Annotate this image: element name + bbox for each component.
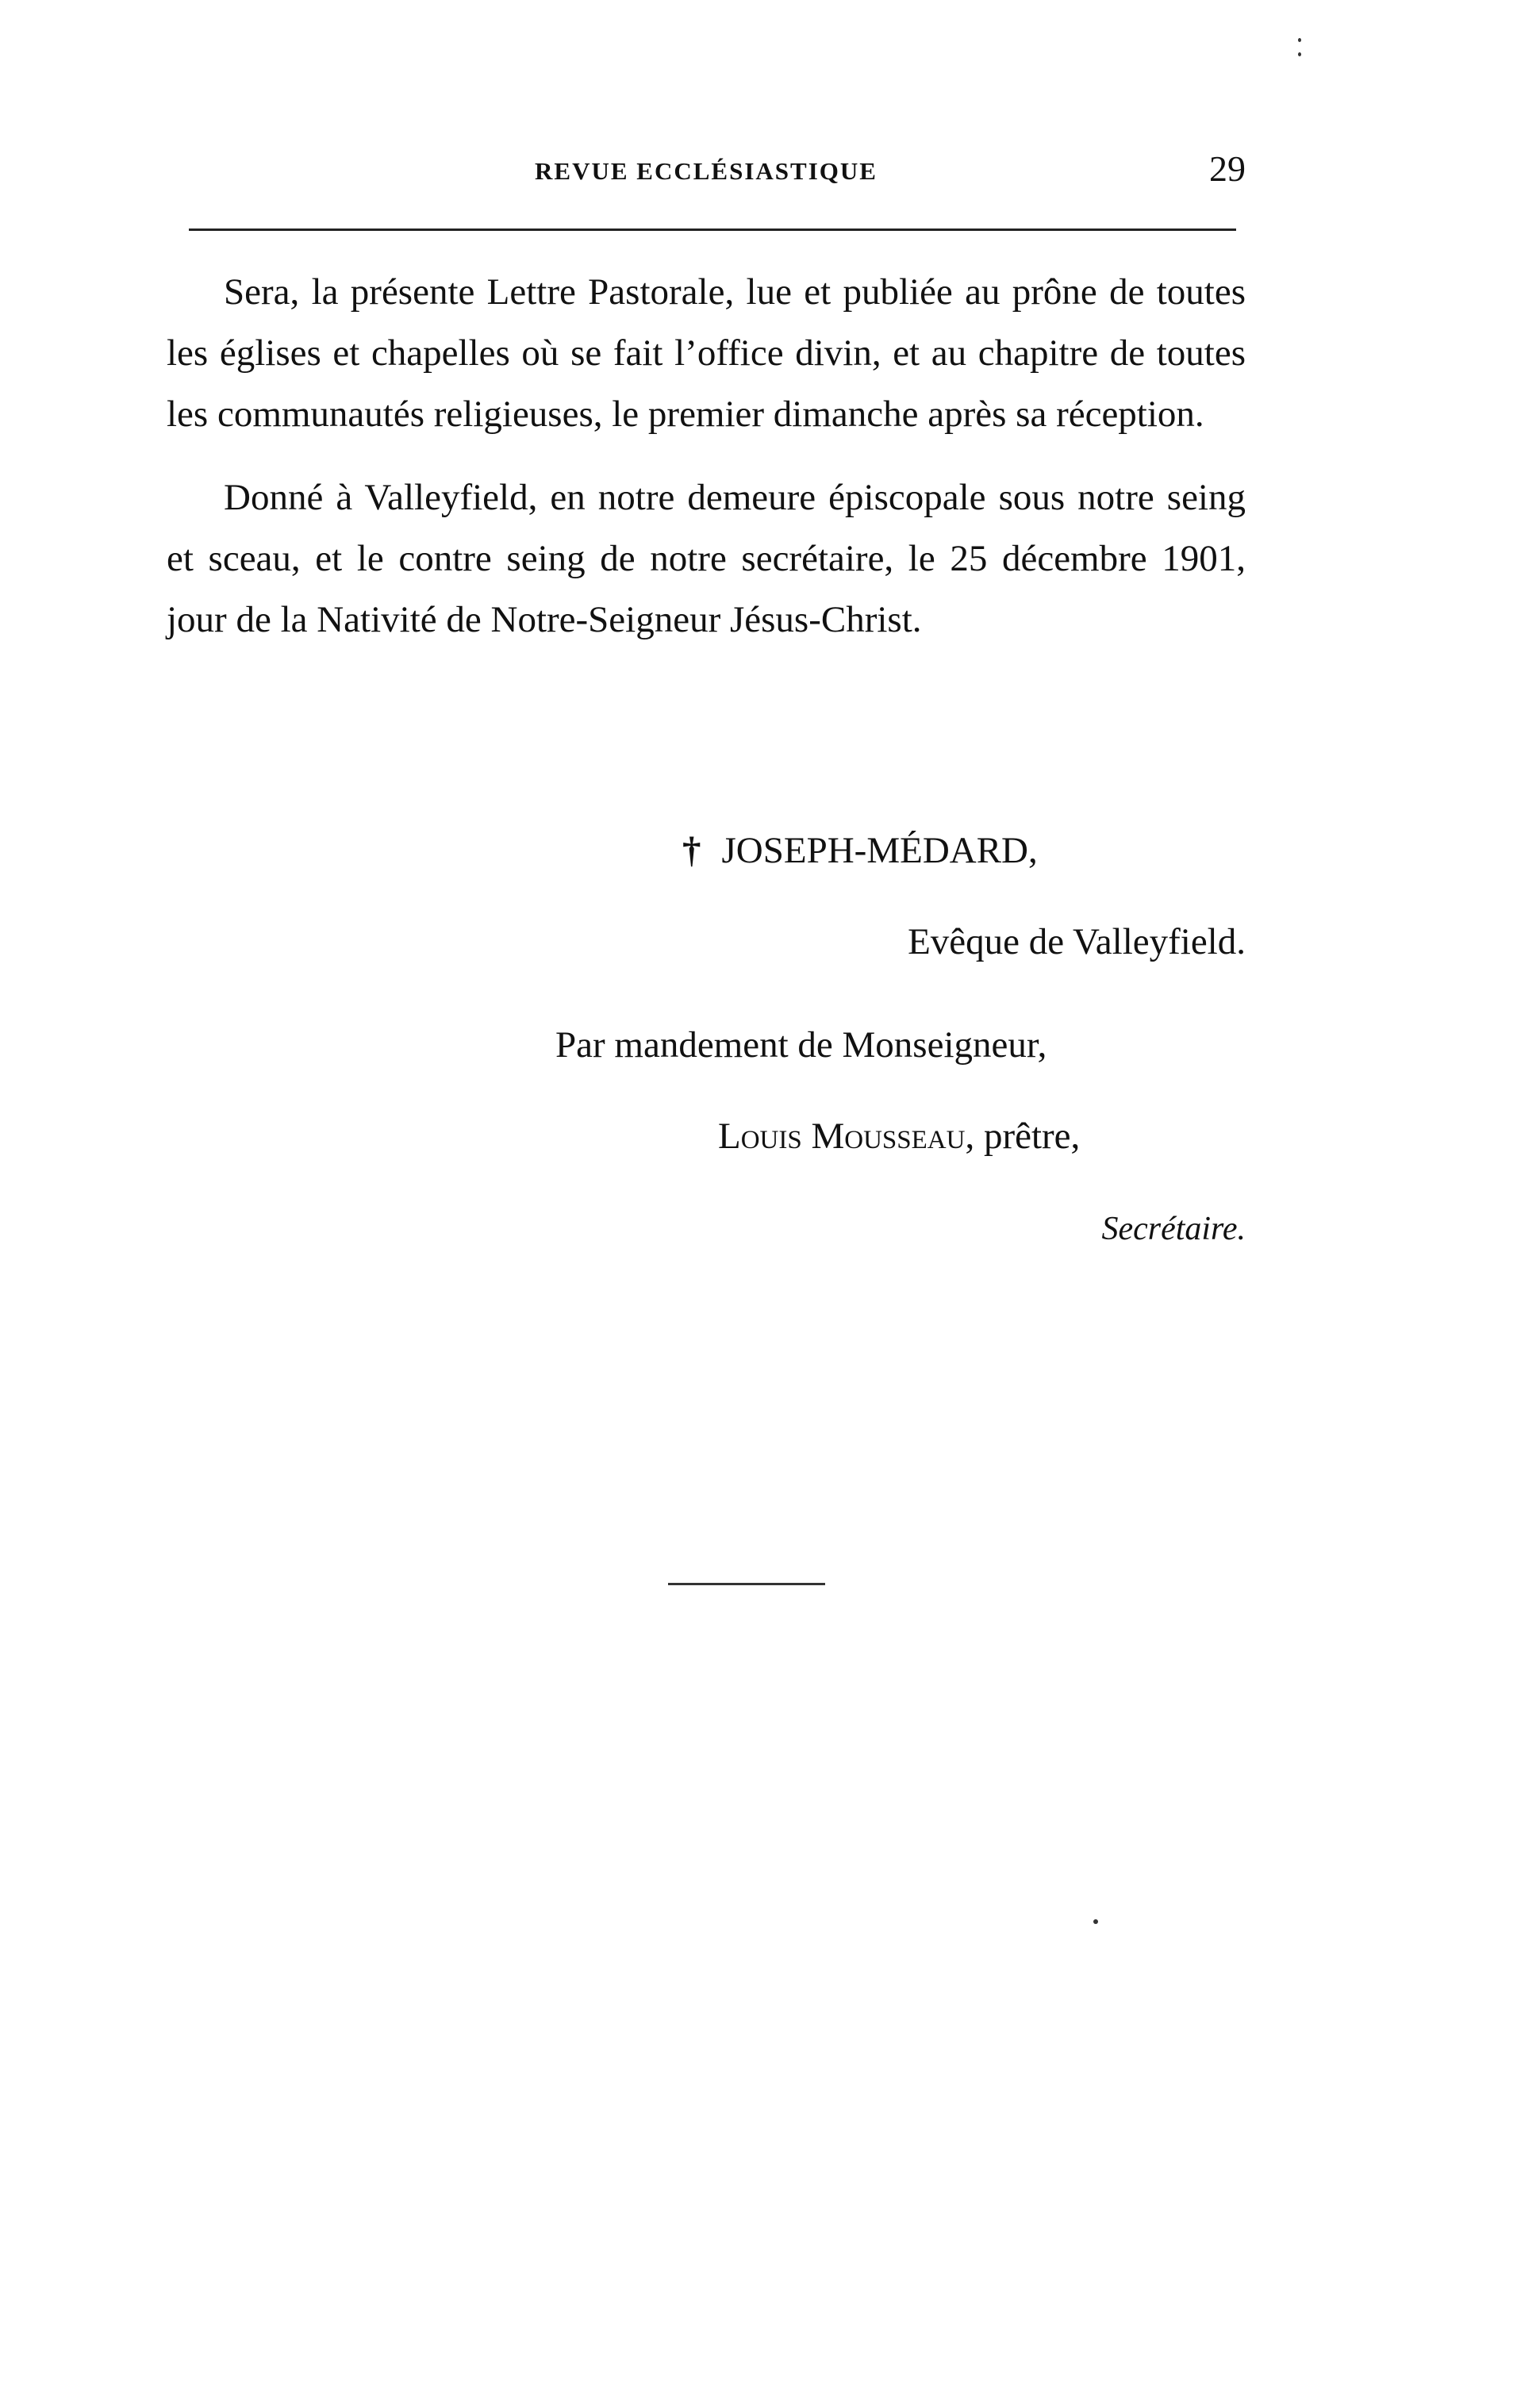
cross-icon: † [682,830,701,871]
mandate-line: Par mandement de Monseigneur, [555,1024,1047,1066]
scan-speck [1298,38,1301,42]
secretary-title: Secrétaire. [1101,1211,1246,1247]
signatory-line [682,829,1238,872]
paragraph-publication: Sera, la présente Lettre Pastorale, lue et publiée au prône de toutes les églises et chapelles où se fait l’office divin, et au chapitre de toutes les communautés religieuses, le premier dimanche après sa réception. [167,271,1246,435]
secretary-name: Louis Mousseau [718,1116,966,1157]
scan-speck [1093,1919,1098,1924]
secretary-suffix: , prêtre, [965,1116,1081,1157]
secretary-line [718,1115,1242,1158]
header-rule [189,229,1236,231]
signatory-title: Evêque de Valleyfield. [908,921,1246,962]
page-header [167,143,1246,198]
scan-speck [1298,52,1301,56]
body-text [167,262,1246,673]
running-title: REVUE ECCLÉSIASTIQUE [535,157,878,185]
paragraph-given-at: Donné à Valleyfield, en notre demeure épiscopale sous notre seing et sceau, et le contre seing de notre secrétaire, le 25 décembre 1901, jour de la Nativité de Notre-Seigneur Jésus-Christ. [167,477,1246,640]
page-number: 29 [1209,148,1246,189]
end-rule [668,1583,825,1585]
signatory-name: JOSEPH-MÉDARD, [721,830,1038,871]
